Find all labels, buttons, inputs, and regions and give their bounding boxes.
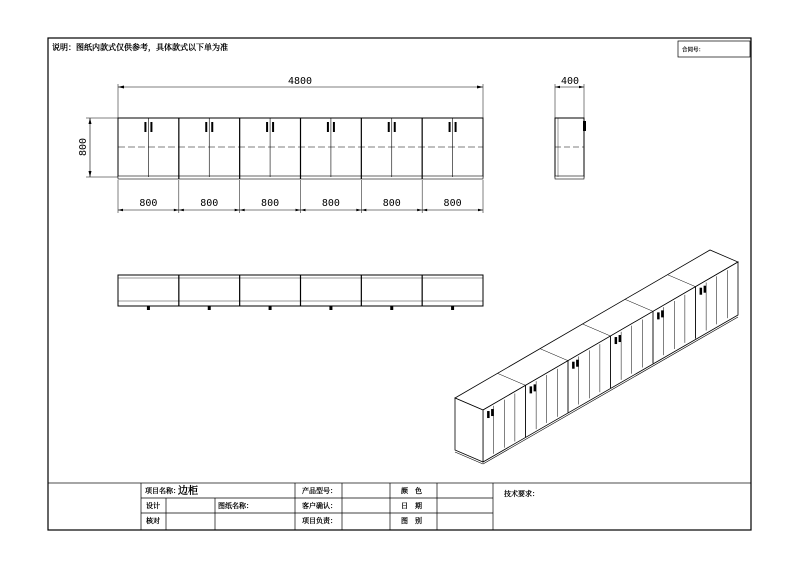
top-cabinet-unit <box>361 275 393 310</box>
color-label: 颜 色 <box>401 487 422 495</box>
front-view <box>118 118 483 179</box>
top-cabinet-unit <box>301 275 333 310</box>
height-dimension <box>78 118 118 177</box>
tech-requirements-label: 技术要求： <box>504 490 539 498</box>
sheet-label: 图 别 <box>401 517 422 525</box>
front-cabinet-unit <box>179 118 213 179</box>
depth-dimension <box>555 76 584 118</box>
door-handle <box>619 335 622 342</box>
door-handle <box>491 409 494 416</box>
door-handle <box>333 122 335 132</box>
front-cabinet-unit <box>301 118 335 179</box>
top-view <box>118 275 483 310</box>
handle-nub <box>451 306 454 310</box>
unit-width-label: 800 <box>443 198 462 209</box>
door-handle <box>615 337 618 344</box>
project-manager-label: 项目负责： <box>302 517 337 525</box>
door-handle <box>657 312 660 319</box>
drawing-name-label: 图纸名称： <box>218 502 253 510</box>
unit-width-label: 800 <box>200 198 219 209</box>
height-label: 800 <box>78 137 89 157</box>
unit-width-label: 800 <box>139 198 158 209</box>
overall-width-dimension <box>118 76 483 118</box>
depth-label: 400 <box>560 76 580 87</box>
door-handle <box>205 122 207 132</box>
handle-nub <box>329 306 332 310</box>
door-handle <box>704 286 707 293</box>
door-handle <box>266 122 268 132</box>
handle-nub <box>208 306 211 310</box>
product-model-label: 产品型号： <box>302 487 337 495</box>
door-handle <box>487 411 490 418</box>
door-handle <box>534 384 537 391</box>
isometric-view <box>455 250 738 464</box>
front-cabinet-unit <box>361 118 395 179</box>
door-handle <box>327 122 329 132</box>
top-cabinet-unit <box>422 275 454 310</box>
top-cabinet-unit <box>179 275 211 310</box>
door-handle <box>272 122 274 132</box>
top-cabinet-unit <box>240 275 272 310</box>
handle-nub <box>269 306 272 310</box>
door-handle <box>572 362 575 369</box>
front-cabinet-unit <box>240 118 274 179</box>
door-handle <box>661 310 664 317</box>
unit-width-label: 800 <box>321 198 340 209</box>
door-handle <box>700 288 703 295</box>
door-handle <box>388 122 390 132</box>
overall-width-label: 4800 <box>287 76 313 87</box>
customer-confirm-label: 客户确认： <box>302 502 337 510</box>
contract-box <box>678 41 750 57</box>
header-note: 说明：图纸内款式仅供参考，具体款式以下单为准 <box>52 43 228 52</box>
door-handle <box>394 122 396 132</box>
drawing-frame <box>48 38 751 530</box>
door-handle <box>530 386 533 393</box>
door-handle <box>455 122 457 132</box>
design-label: 设计 <box>146 502 160 510</box>
front-cabinet-unit <box>422 118 456 179</box>
door-handle <box>150 122 152 132</box>
front-cabinet-unit <box>144 118 152 177</box>
check-label: 核对 <box>146 517 160 525</box>
handle-nub <box>390 306 393 310</box>
door-handle <box>576 360 579 367</box>
date-label: 日 期 <box>401 502 422 510</box>
contract-label: 合同号： <box>682 47 705 54</box>
door-handle <box>211 122 213 132</box>
door-handle <box>144 122 146 132</box>
door-handle <box>449 122 451 132</box>
project-name-label: 项目名称： <box>145 487 180 495</box>
handle-nub <box>147 306 150 310</box>
side-view <box>555 118 586 179</box>
project-name-value: 边柜 <box>178 486 198 497</box>
unit-width-dimensions <box>118 180 483 213</box>
unit-width-label: 800 <box>261 198 280 209</box>
top-cabinet-unit <box>147 306 150 310</box>
unit-width-label: 800 <box>382 198 401 209</box>
